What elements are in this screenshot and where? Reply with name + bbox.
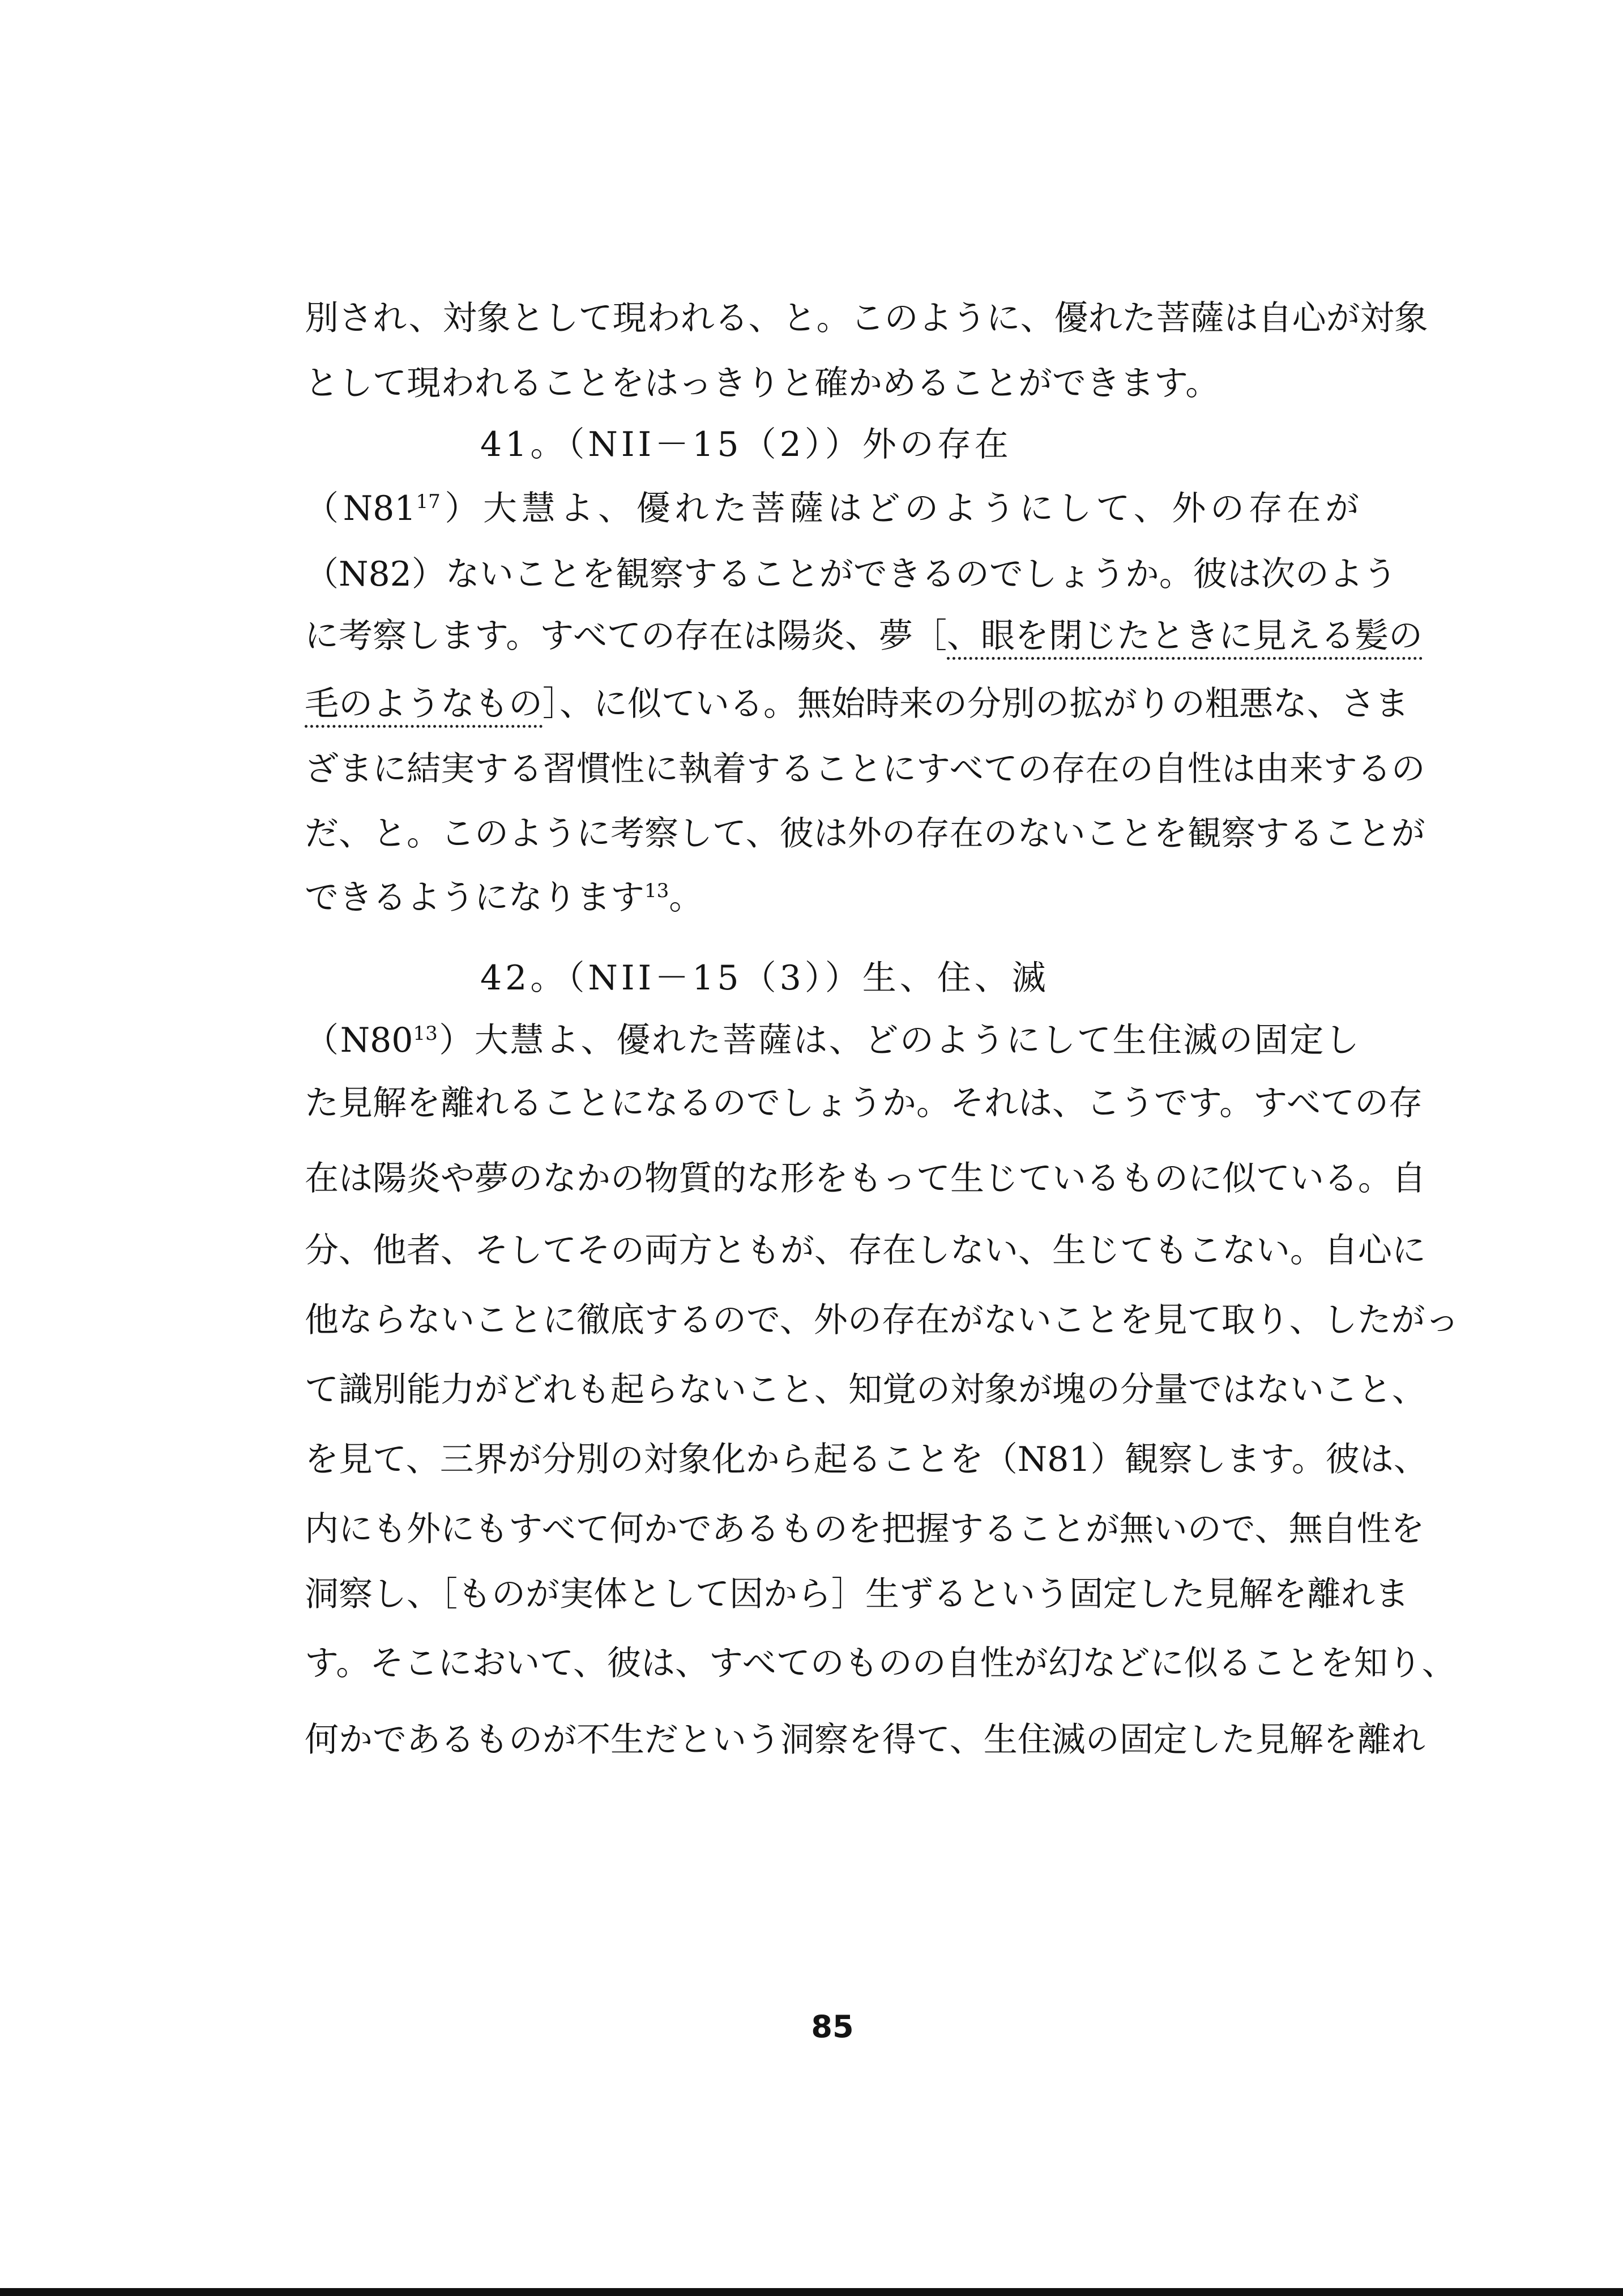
text-line: $(N80^{13})$大慧よ、優れた菩薩は、どのようにして生住滅の固定し: [305, 1021, 1359, 1060]
text-line: できるようになります$^{13}$。: [305, 878, 703, 917]
page-number: 85: [811, 2009, 854, 2045]
text-line: 分、他者、そしてその両方ともが、存在しない、生じてもこない。自心に: [305, 1231, 1426, 1270]
text-line: た見解を離れることになるのでしょうか。それは、こうです。すべての存: [305, 1083, 1423, 1123]
footnote-ref: 17: [416, 490, 441, 513]
text-line: だ、と。このように考察して、彼は外の存在のないことを観察することが: [305, 814, 1425, 853]
text-line: 内にも外にもすべて何かであるものを把握することが無いので、無自性を: [305, 1509, 1425, 1549]
footnote-ref: 13: [413, 1022, 438, 1045]
text-line: として現われることをはっきりと確かめることができます。: [305, 364, 1220, 403]
text-line: て識別能力がどれも起らないこと、知覚の対象が塊の分量ではないこと、: [305, 1370, 1426, 1410]
footnote-ref: 13: [644, 880, 669, 902]
text-line: 別され、対象として現われる、と。このように、優れた菩薩は自心が対象: [305, 298, 1428, 338]
text-line: に考察します。すべての存在は陽炎、夢［、眼を閉じたときに見える髪の: [305, 619, 1359, 653]
scan-bottom-edge: [0, 2288, 1623, 2296]
text-line: 他ならないことに徹底するので、外の存在がないことを見て取り、したがっ: [305, 1300, 1459, 1340]
section-heading-42: 42。（NII－15（3））生、住、滅: [480, 958, 1049, 998]
text-line: を見て、三界が分別の対象化から起ることを（N81）観察します。彼は、: [305, 1440, 1428, 1479]
text-line: 何かであるものが不生だという洞察を得て、生住滅の固定した見解を離れ: [305, 1720, 1425, 1760]
text-line: $(N81^{17})$大慧よ、優れた菩薩はどのようにして、外の存在が: [305, 489, 1359, 528]
section-heading-41: 41。（NII－15（2））外の存在: [480, 425, 1012, 464]
text-line: （N82）ないことを観察することができるのでしょうか。彼は次のよう: [305, 554, 1397, 594]
text-line: 在は陽炎や夢のなかの物質的な形をもって生じているものに似ている。自: [305, 1159, 1426, 1198]
text-line: 洞察し、［ものが実体として因から］生ずるという固定した見解を離れま: [305, 1574, 1409, 1614]
text-line: す。そこにおいて、彼は、すべてのものの自性が幻などに似ることを知り、: [305, 1644, 1456, 1683]
text-line: ざまに結実する習慣性に執着することにすべての存在の自性は由来するの: [305, 749, 1425, 789]
dotted-underline-span: 、眼を閉じたときに見える髪の: [947, 616, 1423, 660]
text-line: 毛のようなもの］、に似ている。無始時来の分別の拡がりの粗悪な、さま: [305, 687, 1359, 721]
dotted-underline-span: 毛のようなもの: [305, 684, 543, 728]
